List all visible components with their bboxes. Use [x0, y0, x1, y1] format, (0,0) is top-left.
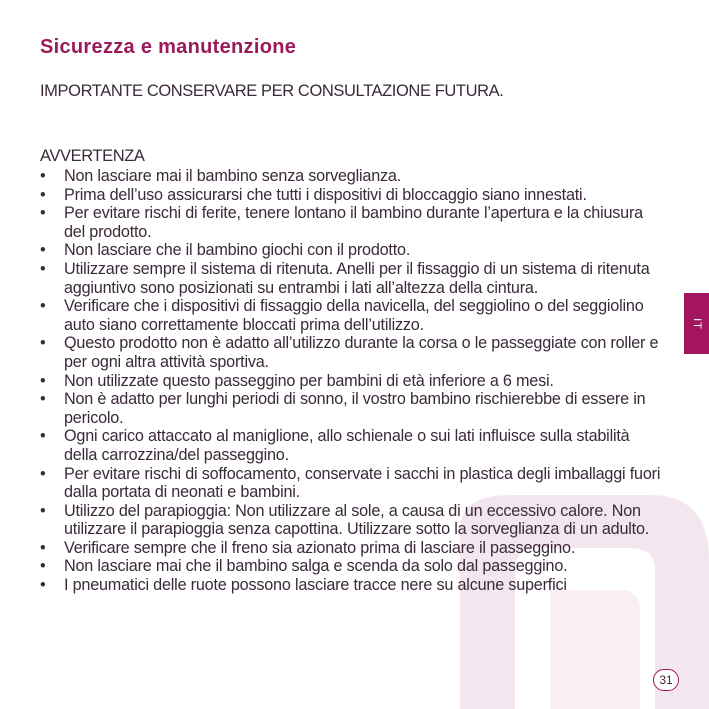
list-item-text: Verificare che i dispositivi di fissaggio della navicella, del seggiolino o del seggiolino auto siano correttamente bloccati prima dell’utilizzo. [64, 297, 644, 334]
page-title: Sicurezza e manutenzione [40, 36, 297, 58]
list-item-text: Questo prodotto non è adatto all’utilizzo durante la corsa o le passeggiate con roller e per ogni altra attività sportiva. [64, 334, 659, 371]
page-number: 31 [653, 669, 679, 691]
list-item-text: Verificare sempre che il freno sia azionato prima di lasciare il passeggino. [64, 538, 576, 557]
list-item [40, 334, 665, 371]
list-item [40, 557, 665, 576]
list-item-text: I pneumatici delle ruote possono lasciare tracce nere su alcune superfici [64, 576, 567, 595]
list-item [40, 167, 665, 186]
list-item-text: Non lasciare mai il bambino senza sorveglianza. [64, 167, 402, 185]
language-tab-label: IT [690, 317, 703, 330]
important-notice: IMPORTANTE CONSERVARE PER CONSULTAZIONE FUTURA. [40, 82, 504, 100]
bullet-icon: • [40, 334, 46, 353]
list-item-text: Non è adatto per lunghi periodi di sonno, il vostro bambino rischierebbe di essere in pericolo. [64, 390, 646, 427]
list-item [40, 427, 665, 464]
list-item-text: Non lasciare mai che il bambino salga e scenda da solo dal passeggino. [64, 557, 568, 576]
bullet-icon: • [40, 167, 46, 185]
list-item [40, 204, 665, 241]
bullet-icon: • [40, 371, 46, 390]
bullet-icon: • [40, 538, 46, 557]
bullet-icon: • [40, 185, 46, 204]
language-tab [684, 293, 709, 354]
bullet-icon: • [40, 427, 46, 446]
bullet-icon: • [40, 204, 46, 223]
list-item-text: Non utilizzate questo passeggino per bambini di età inferiore a 6 mesi. [64, 371, 554, 390]
bullet-icon: • [40, 576, 46, 595]
warning-heading: AVVERTENZA [40, 147, 145, 165]
warning-list [40, 167, 665, 595]
list-item [40, 372, 665, 391]
bullet-icon: • [40, 241, 46, 260]
list-item [40, 539, 665, 558]
list-item-text: Non lasciare che il bambino giochi con il prodotto. [64, 241, 411, 260]
bullet-icon: • [40, 297, 46, 316]
bullet-icon: • [40, 464, 46, 483]
list-item [40, 297, 665, 334]
list-item [40, 241, 665, 260]
list-item [40, 502, 665, 539]
list-item-text: Utilizzare sempre il sistema di ritenuta. Anelli per il fissaggio di un sistema di ritenuta aggiuntivo sono posizionati su entrambi i lati all’altezza della cintura. [64, 259, 650, 297]
list-item-text: Ogni carico attaccato al maniglione, allo schienale o sui lati influisce sulla stabilità della carrozzina/del passeggino. [64, 427, 630, 464]
list-item [40, 465, 665, 502]
list-item [40, 260, 665, 297]
list-item [40, 186, 665, 205]
list-item [40, 576, 665, 595]
list-item-text: Utilizzo del parapioggia: Non utilizzare al sole, a causa di un eccessivo calore. Non utilizzare il parapioggia senza capottina. Utilizzare sotto la sorveglianza di un adulto. [64, 501, 650, 539]
list-item-text: Per evitare rischi di ferite, tenere lontano il bambino durante l’apertura e la chiusura del prodotto. [64, 204, 643, 241]
list-item [40, 390, 665, 427]
bullet-icon: • [40, 557, 46, 576]
bullet-icon: • [40, 501, 46, 520]
bullet-icon: • [40, 259, 46, 278]
list-item-text: Prima dell’uso assicurarsi che tutti i dispositivi di bloccaggio siano innestati. [64, 185, 587, 204]
bullet-icon: • [40, 390, 46, 409]
list-item-text: Per evitare rischi di soffocamento, conservate i sacchi in plastica degli imballaggi fuori dalla portata di neonati e bambini. [64, 464, 661, 502]
